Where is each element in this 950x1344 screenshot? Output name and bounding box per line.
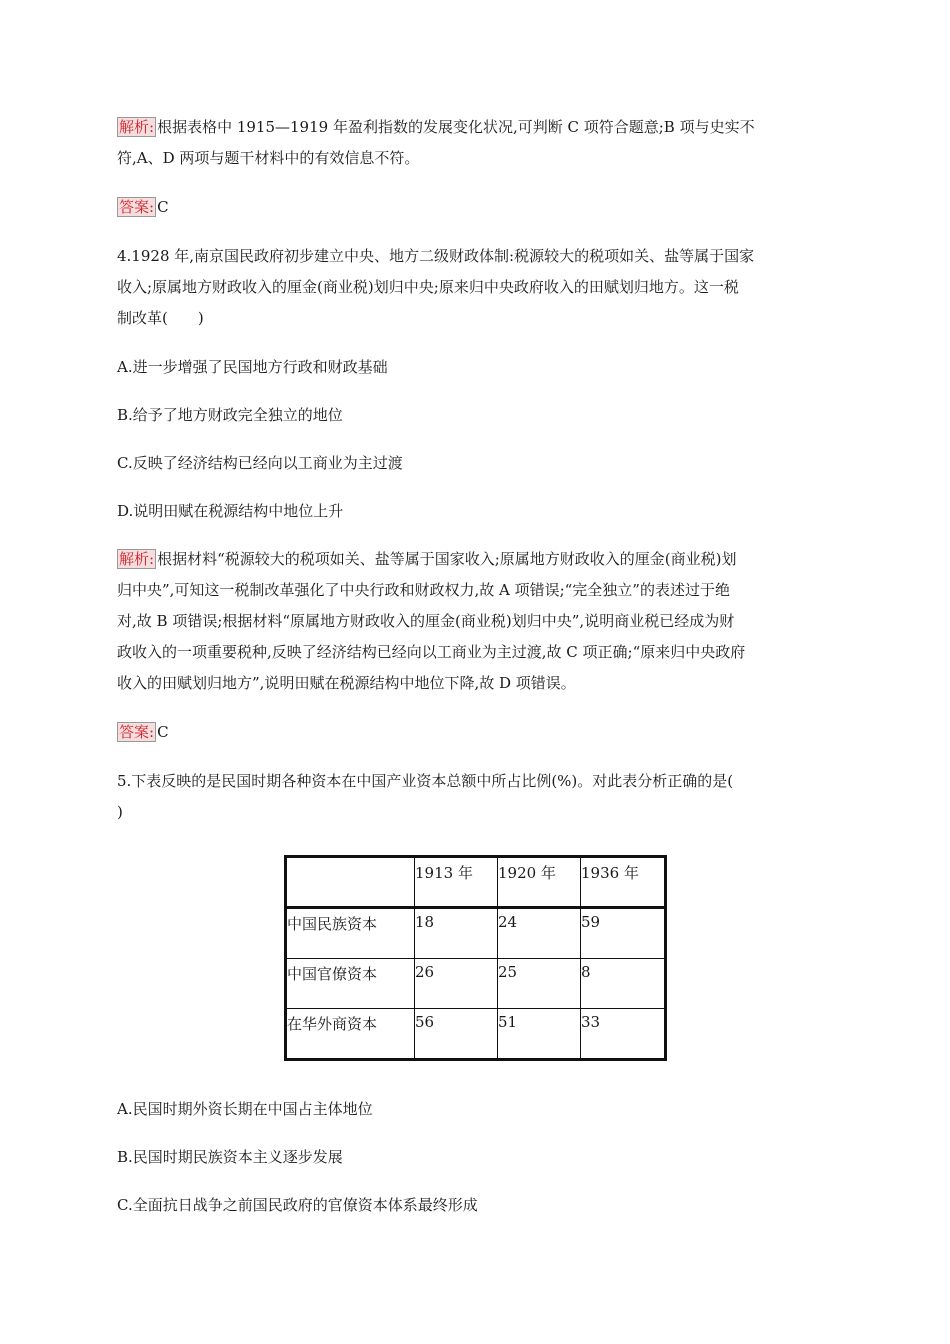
option-a: A.民国时期外资长期在中国占主体地位 [117, 1100, 373, 1118]
answer-tag: 答案: [119, 198, 155, 216]
analysis-text: 符,A、D 两项与题干材料中的有效信息不符。 [117, 149, 420, 167]
table-cell: 26 [415, 959, 498, 1009]
analysis-text: 收入的田赋划归地方”,说明田赋在税源结构中地位下降,故 D 项错误。 [117, 674, 576, 692]
answer-value: C [157, 198, 169, 216]
table-row [286, 908, 666, 959]
table-cell: 18 [415, 908, 498, 959]
table-header-cell [286, 857, 415, 908]
table-cell: 8 [581, 959, 666, 1009]
table-header-cell: 1920 年 [498, 857, 581, 908]
question-text: 收入;原属地方财政收入的厘金(商业税)划归中央;原来归中央政府收入的田赋划归地方。这一税 [117, 278, 739, 296]
option-b: B.给予了地方财政完全独立的地位 [117, 406, 343, 424]
question-5-stem [117, 766, 829, 828]
analysis-text: 根据表格中 1915—1919 年盈利指数的发展变化状况,可判断 C 项符合题意;B 项与史实不 [157, 118, 755, 136]
question-text: 制改革( ) [117, 309, 204, 327]
question-5-options [117, 1094, 829, 1238]
capital-share-table [284, 855, 667, 1061]
option-c: C.反映了经济结构已经向以工商业为主过渡 [117, 454, 403, 472]
option-b: B.民国时期民族资本主义逐步发展 [117, 1148, 343, 1166]
q4-answer [117, 717, 829, 748]
question-text: 4.1928 年,南京国民政府初步建立中央、地方二级财政体制:税源较大的税项如关、盐等属于国家 [117, 247, 755, 265]
table-cell: 中国官僚资本 [286, 959, 415, 1009]
analysis-text: 对,故 B 项错误;根据材料“原属地方财政收入的厘金(商业税)划归中央”,说明商业税已经成为财 [117, 612, 735, 630]
q3-analysis [117, 112, 829, 174]
table-cell: 59 [581, 908, 666, 959]
analysis-text: 政收入的一项重要税种,反映了经济结构已经向以工商业为主过渡,故 C 项正确;“原来归中央政府 [117, 643, 746, 661]
document-page [117, 112, 829, 828]
question-text: ) [117, 803, 123, 821]
table-header-row [286, 857, 666, 908]
table-cell: 33 [581, 1009, 666, 1060]
table-row [286, 959, 666, 1009]
table-cell: 中国民族资本 [286, 908, 415, 959]
analysis-tag: 解析: [119, 118, 155, 136]
table-cell: 在华外商资本 [286, 1009, 415, 1060]
question-4-stem [117, 241, 829, 334]
answer-tag: 答案: [119, 723, 155, 741]
analysis-text: 根据材料“税源较大的税项如关、盐等属于国家收入;原属地方财政收入的厘金(商业税)划 [157, 550, 737, 568]
table-cell: 56 [415, 1009, 498, 1060]
option-a: A.进一步增强了民国地方行政和财政基础 [117, 358, 388, 376]
answer-value: C [157, 723, 169, 741]
table-cell: 24 [498, 908, 581, 959]
option-d: D.说明田赋在税源结构中地位上升 [117, 502, 344, 520]
q3-answer [117, 192, 829, 223]
option-c: C.全面抗日战争之前国民政府的官僚资本体系最终形成 [117, 1196, 478, 1214]
table-header-cell: 1913 年 [415, 857, 498, 908]
table-cell: 51 [498, 1009, 581, 1060]
q4-analysis [117, 544, 829, 699]
question-text: 5.下表反映的是民国时期各种资本在中国产业资本总额中所占比例(%)。对此表分析正确的是( [117, 772, 734, 790]
table-cell: 25 [498, 959, 581, 1009]
table-row [286, 1009, 666, 1060]
table-header-cell: 1936 年 [581, 857, 666, 908]
analysis-paragraph [117, 112, 829, 143]
analysis-text: 归中央”,可知这一税制改革强化了中央行政和财政权力,故 A 项错误;“完全独立”的表述过于绝 [117, 581, 730, 599]
analysis-tag: 解析: [119, 550, 155, 568]
